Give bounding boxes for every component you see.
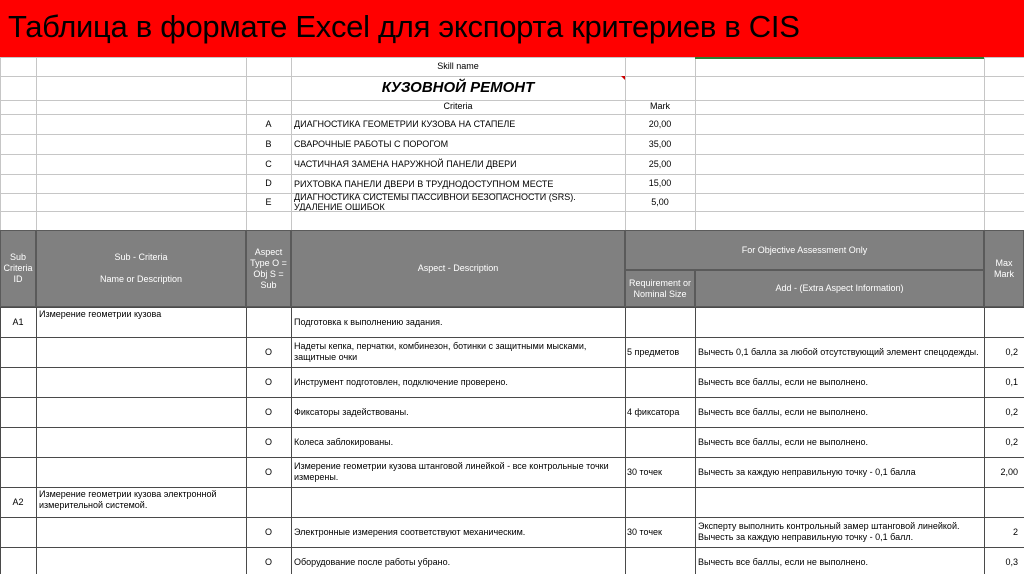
- sub-criteria-name: [39, 517, 244, 547]
- sub-criteria-name: [39, 427, 244, 457]
- max-mark: 2: [1012, 526, 1018, 537]
- sub-criteria-id: [0, 547, 36, 574]
- add-info: Вычесть все баллы, если не выполнено.: [698, 556, 868, 567]
- aspect-description: Инструмент подготовлен, подключение проверено.: [294, 376, 508, 387]
- add-info: [698, 307, 983, 337]
- add-info: Вычесть за каждую неправильную точку - 0,1 балла: [698, 466, 916, 477]
- sub-criteria-name: [39, 397, 244, 427]
- sub-criteria-id: [0, 367, 36, 397]
- header-sub-criteria-id: Sub Criteria ID: [0, 230, 36, 307]
- requirement: 30 точек: [627, 466, 662, 477]
- add-info: Эксперту выполнить контрольный замер штанговой линейкой. Вычесть за каждую неправильную точку - 0,1 балл.: [698, 521, 960, 542]
- aspect-type: O: [264, 526, 272, 537]
- header-add-info: Add - (Extra Aspect Information): [695, 270, 984, 307]
- requirement: [627, 547, 694, 574]
- sub-criteria-id: [0, 397, 36, 427]
- max-mark: 2,00: [1000, 466, 1018, 477]
- aspect-description: Подготовка к выполнению задания.: [294, 316, 443, 327]
- gridline: [0, 57, 1, 230]
- aspect-type: O: [264, 556, 272, 567]
- aspect-description: Колеса заблокированы.: [294, 436, 394, 447]
- header-sub-criteria-name: Sub - Criteria Name or Description: [36, 230, 246, 307]
- requirement: [627, 307, 694, 337]
- header-aspect-type: Aspect Type O = Obj S = Sub: [246, 230, 291, 307]
- requirement: [627, 367, 694, 397]
- aspect-type: O: [264, 376, 272, 387]
- criteria-mark: 15,00: [648, 178, 672, 188]
- spreadsheet: [0, 57, 1024, 574]
- sub-criteria-name: [39, 367, 244, 397]
- criteria-letter: E: [265, 196, 272, 207]
- max-mark: 0,2: [1005, 346, 1018, 357]
- aspect-description: Электронные измерения соответствуют механическим.: [294, 526, 526, 537]
- sub-criteria-id: [0, 337, 36, 367]
- sub-criteria-name: [39, 547, 244, 574]
- sub-criteria-id: [0, 457, 36, 487]
- header-max-mark: Max Mark: [984, 230, 1024, 307]
- criteria-letter: B: [265, 138, 272, 149]
- criteria-name: ДИАГНОСТИКА ГЕОМЕТРИИ КУЗОВА НА СТАПЕЛЕ: [294, 119, 516, 129]
- aspect-description: Оборудование после работы убрано.: [294, 556, 451, 567]
- aspect-description: Фиксаторы задействованы.: [294, 406, 409, 417]
- add-info: Вычесть все баллы, если не выполнено.: [698, 406, 868, 417]
- criteria-name: ДИАГНОСТИКА СИСТЕМЫ ПАССИВНОЙ БЕЗОПАСНОСТИ (SRS). УДАЛЕНИЕ ОШИБОК: [294, 193, 576, 211]
- criteria-mark: 5,00: [651, 196, 669, 207]
- criteria-label: Criteria: [443, 101, 473, 111]
- add-info: Вычесть все баллы, если не выполнено.: [698, 376, 868, 387]
- max-mark: 0,2: [1005, 406, 1018, 417]
- max-mark: [984, 487, 1020, 517]
- aspect-description: Надеты кепка, перчатки, комбинезон, ботинки с защитными мысками, защитные очки: [294, 341, 587, 362]
- sub-criteria-id: A1: [12, 316, 24, 327]
- max-mark: 0,3: [1005, 556, 1018, 567]
- sub-criteria-id: [0, 517, 36, 547]
- title-bar: [0, 0, 1024, 57]
- requirement: 30 точек: [627, 526, 662, 537]
- header-aspect-description: Aspect - Description: [291, 230, 625, 307]
- max-mark: 0,1: [1005, 376, 1018, 387]
- aspect-description: [294, 487, 623, 517]
- criteria-name: СВАРОЧНЫЕ РАБОТЫ С ПОРОГОМ: [294, 139, 449, 149]
- gridline: [984, 57, 985, 230]
- slide-title: Таблица в формате Excel для экспорта критериев в CIS: [8, 9, 800, 44]
- aspect-type: O: [264, 466, 272, 477]
- sub-criteria-id: [0, 427, 36, 457]
- gridline-accent: [695, 57, 984, 59]
- aspect-type: O: [264, 346, 272, 357]
- requirement: 4 фиксатора: [627, 406, 680, 417]
- aspect-description: Измерение геометрии кузова штанговой линейкой - все контрольные точки измерены.: [294, 461, 609, 482]
- aspect-type: O: [264, 406, 272, 417]
- sub-criteria-id: A2: [12, 496, 24, 507]
- requirement: [627, 487, 694, 517]
- skill-name-label: Skill name: [437, 61, 479, 71]
- max-mark: 0,2: [1005, 436, 1018, 447]
- criteria-letter: A: [265, 118, 272, 129]
- sub-criteria-name: Измерение геометрии кузова: [39, 309, 162, 319]
- gridline: [0, 76, 1024, 77]
- criteria-name: ЧАСТИЧНАЯ ЗАМЕНА НАРУЖНОЙ ПАНЕЛИ ДВЕРИ: [294, 159, 517, 169]
- aspect-type: O: [264, 436, 272, 447]
- criteria-letter: C: [265, 158, 272, 169]
- sub-criteria-name: [39, 457, 244, 487]
- header-requirement: Requirement or Nominal Size: [625, 270, 695, 307]
- gridline: [36, 57, 37, 230]
- criteria-letter: D: [265, 178, 272, 188]
- gridline: [0, 211, 1024, 212]
- sub-criteria-name: [39, 337, 244, 367]
- add-info: [698, 487, 983, 517]
- criteria-mark: 20,00: [648, 118, 672, 129]
- add-info: Вычесть все баллы, если не выполнено.: [698, 436, 868, 447]
- criteria-mark: 25,00: [648, 158, 672, 169]
- header-objective-only: For Objective Assessment Only: [625, 230, 984, 270]
- gridline: [695, 57, 696, 230]
- skill-name-value: КУЗОВНОЙ РЕМОНТ: [381, 79, 535, 96]
- sub-criteria-name: Измерение геометрии кузова электронной измерительной системой.: [39, 489, 217, 510]
- mark-label: Mark: [650, 101, 670, 111]
- aspect-type: [246, 487, 291, 517]
- add-info: Вычесть 0,1 балла за любой отсутствующий элемент спецодежды.: [698, 346, 979, 357]
- requirement: 5 предметов: [627, 346, 680, 357]
- aspect-type: [246, 307, 291, 337]
- criteria-mark: 35,00: [648, 138, 672, 149]
- max-mark: [984, 307, 1020, 337]
- criteria-name: РИХТОВКА ПАНЕЛИ ДВЕРИ В ТРУДНОДОСТУПНОМ МЕСТЕ: [294, 178, 554, 189]
- requirement: [627, 427, 694, 457]
